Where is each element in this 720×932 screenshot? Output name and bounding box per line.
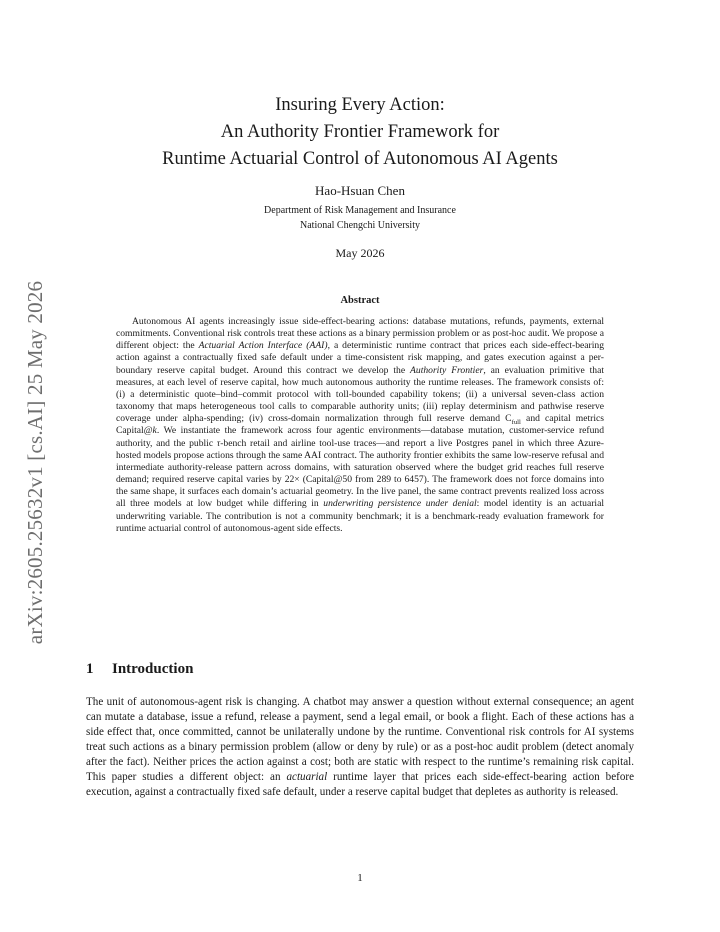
- abstract-subscript-full: full: [511, 419, 521, 427]
- title-line-1: Insuring Every Action:: [275, 95, 445, 115]
- section-title: Introduction: [112, 661, 194, 677]
- section-heading-introduction: [86, 661, 193, 678]
- arxiv-identifier: arXiv:2605.25632v1 [cs.AI] 25 May 2026: [23, 280, 48, 644]
- introduction-paragraph: The unit of autonomous-agent risk is changing. A chatbot may answer a question without external consequence; an agent can mutate a database, issue a refund, release a payment, send a legal email, or book a flight. Each of these actions has a side effect that, once committed, cannot be unilaterally undone by the runtime. Conventional risk controls for AI systems treat such actions as a binary permission problem (allow or deny by rule) or as a post-hoc audit problem (detect anomaly after the fact). Neither prices the action against a cost; both are static with respect to the runtime’s remaining risk capital. This paper studies a different object: an actuarial runtime layer that prices each side-effect-bearing action before execution, against a contractually fixed safe default, under a reserve capital budget that depletes as authority is released.: [86, 696, 634, 799]
- author-name: Hao-Hsuan Chen: [315, 183, 405, 198]
- page-number: 1: [357, 872, 363, 884]
- abstract-body: Autonomous AI agents increasingly issue side-effect-bearing actions: database mutations, refunds, payments, external commitments. Conventional risk controls treat these actions as a binary permission problem or as post-hoc audit. We propose a different object: the Actuarial Action Interface (AAI), a deterministic runtime contract that prices each side-effect-bearing action against a contractually fixed safe default under a time-consistent risk mapping, and gates execution against a per-boundary reserve capital budget. Around this contract we develop the Authority Frontier, an evaluation primitive that measures, at each level of reserve capital, how much autonomous authority the runtime releases. The framework consists of: (i) a deterministic quote–bind–commit protocol with toll-bounded capability tokens; (ii) a universal seven-class action taxonomy that maps heterogeneous tool calls to comparable authority units; (iii) replay determinism and pathwise reserve coverage under alpha-spending; (iv) cross-domain normalization through full reserve demand $C_{full}$ and capital metrics Capital@k. We instantiate the framework across four agentic environments—database mutation, customer-service refund authority, and the public τ-bench retail and airline tool-use traces—and report a live Postgres panel in which three Azure-hosted models propose actions through the same AAI contract. The authority frontier exhibits the same low-reserve refusal and intermediate authority-release pattern across domains, with saturation observed where the budget grid reaches full reserve demand; required reserve capital varies by 22× (Capital@50 from 289 to 6457). The framework does not force domains into the same shape, it surfaces each domain’s actuarial geometry. In the live panel, the same contract prevents realized loss across all three models at low budget while differing in underwriting persistence under denial: model identity is an actuarial underwriting variable. The contribution is not a community benchmark; it is a benchmark-ready evaluation framework for runtime actuarial control of autonomous-agent side effects.: [116, 316, 605, 534]
- arxiv-sidebar-stamp: [18, 262, 54, 662]
- author-department: Department of Risk Management and Insurance: [264, 205, 456, 216]
- abstract-emphasis-aai: Actuarial Action Interface (AAI): [198, 340, 328, 352]
- paper-title: [0, 92, 720, 173]
- abstract-symbol-tau: τ: [216, 437, 221, 449]
- publication-date: May 2026: [335, 246, 385, 260]
- intro-emphasis-actuarial: actuarial: [286, 771, 328, 784]
- author-university: National Chengchi University: [300, 220, 420, 231]
- abstract-heading: Abstract: [340, 295, 380, 306]
- abstract-emphasis-frontier: Authority Frontier: [410, 364, 484, 376]
- abstract-variable-k: k: [152, 425, 157, 437]
- section-number: 1: [86, 661, 94, 677]
- title-line-2: An Authority Frontier Framework for: [220, 122, 500, 142]
- abstract-emphasis-underwriting: underwriting persistence under denial: [323, 498, 477, 510]
- title-line-3: Runtime Actuarial Control of Autonomous AI Agents: [162, 149, 558, 169]
